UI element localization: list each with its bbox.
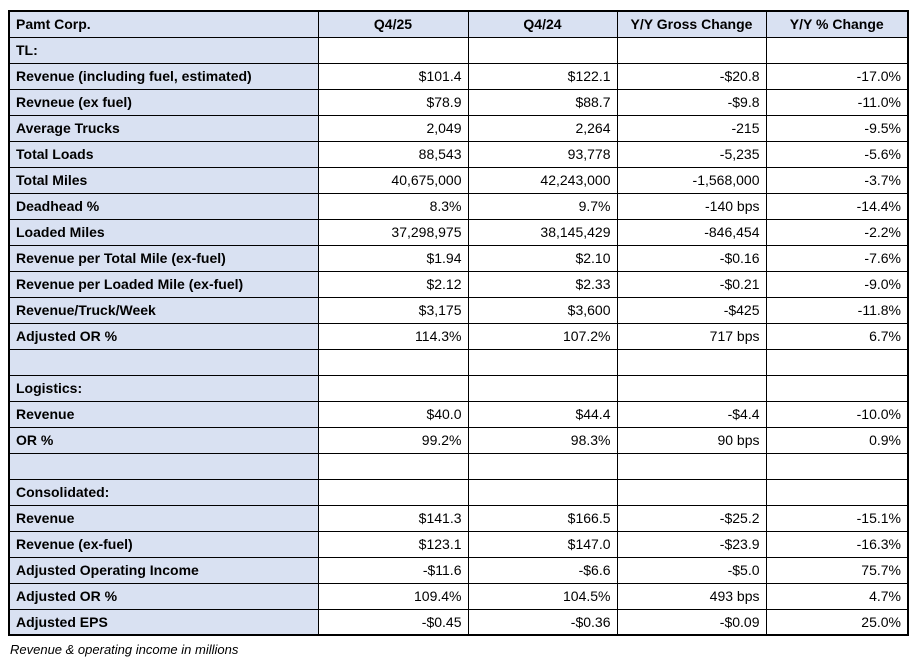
- cell-value: 2,264: [468, 115, 617, 141]
- cell-value: -2.2%: [766, 219, 908, 245]
- data-row: [9, 427, 908, 453]
- cell-value: $147.0: [468, 531, 617, 557]
- cell-value: 99.2%: [318, 427, 468, 453]
- section-row: [9, 37, 908, 63]
- cell-value: [617, 349, 766, 375]
- data-row: [9, 323, 908, 349]
- cell-value: 37,298,975: [318, 219, 468, 245]
- cell-value: 107.2%: [468, 323, 617, 349]
- cell-value: 40,675,000: [318, 167, 468, 193]
- cell-value: -15.1%: [766, 505, 908, 531]
- cell-value: [468, 453, 617, 479]
- column-header-q4-25: Q4/25: [318, 11, 468, 37]
- data-row: [9, 193, 908, 219]
- cell-value: [318, 349, 468, 375]
- cell-value: -1,568,000: [617, 167, 766, 193]
- row-label: Revenue (ex-fuel): [9, 531, 318, 557]
- cell-value: 88,543: [318, 141, 468, 167]
- cell-value: 6.7%: [766, 323, 908, 349]
- cell-value: $88.7: [468, 89, 617, 115]
- row-label: Revenue (including fuel, estimated): [9, 63, 318, 89]
- row-label: TL:: [9, 37, 318, 63]
- cell-value: $3,600: [468, 297, 617, 323]
- financial-table: [8, 10, 909, 636]
- cell-value: $2.12: [318, 271, 468, 297]
- cell-value: 98.3%: [468, 427, 617, 453]
- cell-value: -11.0%: [766, 89, 908, 115]
- row-label: Revenue: [9, 401, 318, 427]
- cell-value: -$11.6: [318, 557, 468, 583]
- row-label: OR %: [9, 427, 318, 453]
- cell-value: 38,145,429: [468, 219, 617, 245]
- cell-value: 114.3%: [318, 323, 468, 349]
- cell-value: [766, 453, 908, 479]
- data-row: [9, 609, 908, 635]
- data-row: [9, 505, 908, 531]
- cell-value: [318, 37, 468, 63]
- cell-value: -10.0%: [766, 401, 908, 427]
- cell-value: -$0.21: [617, 271, 766, 297]
- cell-value: -$20.8: [617, 63, 766, 89]
- cell-value: $40.0: [318, 401, 468, 427]
- cell-value: -140 bps: [617, 193, 766, 219]
- cell-value: [318, 479, 468, 505]
- cell-value: -9.0%: [766, 271, 908, 297]
- cell-value: 75.7%: [766, 557, 908, 583]
- column-header-yy-gross-change: Y/Y Gross Change: [617, 11, 766, 37]
- cell-value: [766, 479, 908, 505]
- cell-value: -5,235: [617, 141, 766, 167]
- cell-value: 25.0%: [766, 609, 908, 635]
- cell-value: [318, 375, 468, 401]
- row-label: Total Loads: [9, 141, 318, 167]
- data-row: [9, 297, 908, 323]
- cell-value: 42,243,000: [468, 167, 617, 193]
- column-header-yy-pct-change: Y/Y % Change: [766, 11, 908, 37]
- spacer-row: [9, 453, 908, 479]
- cell-value: -$0.09: [617, 609, 766, 635]
- cell-value: 717 bps: [617, 323, 766, 349]
- cell-value: -$5.0: [617, 557, 766, 583]
- row-label: Adjusted Operating Income: [9, 557, 318, 583]
- cell-value: $2.10: [468, 245, 617, 271]
- data-row: [9, 245, 908, 271]
- cell-value: -$9.8: [617, 89, 766, 115]
- cell-value: 90 bps: [617, 427, 766, 453]
- table-body: [9, 37, 908, 635]
- cell-value: -9.5%: [766, 115, 908, 141]
- cell-value: -$0.45: [318, 609, 468, 635]
- cell-value: -$25.2: [617, 505, 766, 531]
- column-header-q4-24: Q4/24: [468, 11, 617, 37]
- row-label: Total Miles: [9, 167, 318, 193]
- row-label: Revenue per Total Mile (ex-fuel): [9, 245, 318, 271]
- cell-value: [617, 479, 766, 505]
- cell-value: [468, 375, 617, 401]
- row-label: Revenue/Truck/Week: [9, 297, 318, 323]
- cell-value: -846,454: [617, 219, 766, 245]
- data-row: [9, 557, 908, 583]
- cell-value: 0.9%: [766, 427, 908, 453]
- cell-value: $2.33: [468, 271, 617, 297]
- row-label: Average Trucks: [9, 115, 318, 141]
- cell-value: 104.5%: [468, 583, 617, 609]
- data-row: [9, 63, 908, 89]
- cell-value: [468, 479, 617, 505]
- cell-value: -$0.16: [617, 245, 766, 271]
- cell-value: [766, 375, 908, 401]
- cell-value: -$6.6: [468, 557, 617, 583]
- data-row: [9, 141, 908, 167]
- section-row: [9, 479, 908, 505]
- cell-value: $101.4: [318, 63, 468, 89]
- row-label: Consolidated:: [9, 479, 318, 505]
- cell-value: [617, 453, 766, 479]
- column-header-company: Pamt Corp.: [9, 11, 318, 37]
- cell-value: -215: [617, 115, 766, 141]
- spreadsheet-area: [8, 10, 913, 657]
- cell-value: -14.4%: [766, 193, 908, 219]
- cell-value: -$4.4: [617, 401, 766, 427]
- row-label: [9, 349, 318, 375]
- cell-value: $122.1: [468, 63, 617, 89]
- cell-value: [617, 37, 766, 63]
- cell-value: -7.6%: [766, 245, 908, 271]
- cell-value: 493 bps: [617, 583, 766, 609]
- data-row: [9, 531, 908, 557]
- cell-value: [318, 453, 468, 479]
- cell-value: -17.0%: [766, 63, 908, 89]
- row-label: Revenue per Loaded Mile (ex-fuel): [9, 271, 318, 297]
- cell-value: [468, 37, 617, 63]
- data-row: [9, 89, 908, 115]
- row-label: Adjusted EPS: [9, 609, 318, 635]
- cell-value: 93,778: [468, 141, 617, 167]
- cell-value: -16.3%: [766, 531, 908, 557]
- cell-value: $141.3: [318, 505, 468, 531]
- row-label: Adjusted OR %: [9, 323, 318, 349]
- cell-value: 2,049: [318, 115, 468, 141]
- cell-value: -$0.36: [468, 609, 617, 635]
- header-row: [9, 11, 908, 37]
- footnote: Revenue & operating income in millions: [10, 642, 239, 657]
- cell-value: [766, 37, 908, 63]
- cell-value: -5.6%: [766, 141, 908, 167]
- cell-value: [468, 349, 617, 375]
- row-label: Loaded Miles: [9, 219, 318, 245]
- cell-value: $3,175: [318, 297, 468, 323]
- cell-value: 109.4%: [318, 583, 468, 609]
- data-row: [9, 271, 908, 297]
- row-label: Revneue (ex fuel): [9, 89, 318, 115]
- cell-value: $44.4: [468, 401, 617, 427]
- data-row: [9, 583, 908, 609]
- cell-value: 9.7%: [468, 193, 617, 219]
- cell-value: -$425: [617, 297, 766, 323]
- row-label: Deadhead %: [9, 193, 318, 219]
- cell-value: -3.7%: [766, 167, 908, 193]
- cell-value: 8.3%: [318, 193, 468, 219]
- spacer-row: [9, 349, 908, 375]
- cell-value: $78.9: [318, 89, 468, 115]
- cell-value: $1.94: [318, 245, 468, 271]
- row-label: [9, 453, 318, 479]
- row-label: Logistics:: [9, 375, 318, 401]
- row-label: Revenue: [9, 505, 318, 531]
- section-row: [9, 375, 908, 401]
- cell-value: -11.8%: [766, 297, 908, 323]
- cell-value: $123.1: [318, 531, 468, 557]
- cell-value: 4.7%: [766, 583, 908, 609]
- data-row: [9, 401, 908, 427]
- cell-value: $166.5: [468, 505, 617, 531]
- data-row: [9, 167, 908, 193]
- cell-value: [617, 375, 766, 401]
- data-row: [9, 219, 908, 245]
- row-label: Adjusted OR %: [9, 583, 318, 609]
- data-row: [9, 115, 908, 141]
- cell-value: [766, 349, 908, 375]
- cell-value: -$23.9: [617, 531, 766, 557]
